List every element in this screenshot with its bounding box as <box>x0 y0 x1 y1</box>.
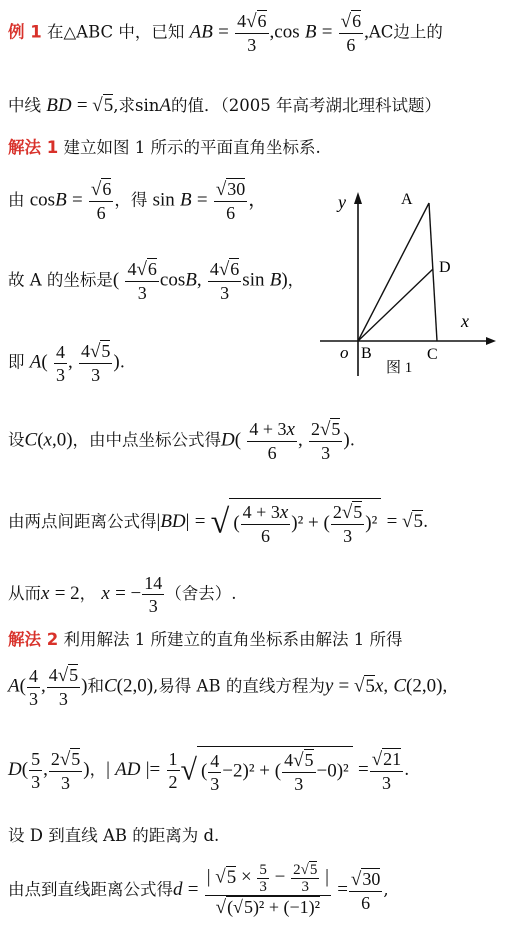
label-o: o <box>340 343 349 362</box>
m2-intro: 利用解法 1 所建立的直角坐标系由解法 1 所得 <box>58 630 403 649</box>
m2-intro-line <box>8 626 402 650</box>
m1-from: 从而 <box>8 584 41 603</box>
label-y: y <box>338 192 346 212</box>
m1-result-line: 从而x = 2， x = − $\frac{14}{3}$ （舍去）. <box>8 573 237 616</box>
ex1-text4: 的值．（2005 年高考湖北理科试题） <box>170 96 441 115</box>
segment-BA <box>358 203 429 341</box>
m1-dist-line: 由两点间距离公式得|BD| = √ ( $\frac{4 + 3x}{6}$ )² + ( $\frac{2√5}{3}$ )² = √5. <box>8 498 428 547</box>
m1-setC: 设 <box>8 430 25 450</box>
m1-setC-line: 设C(x,0)，由中点坐标公式得D( $\frac{4 + 3x}{6}$ , $\frac{2√5}{3}$ ). <box>8 419 355 463</box>
m1-ji: 即 <box>8 352 30 372</box>
m2-setd: 设 D 到直线 AB 的距离为 d. <box>8 826 220 845</box>
ex1-label: 例 1 <box>8 22 42 42</box>
ex1-text1: 在△ABC 中，已知 <box>41 22 190 42</box>
label-C: C <box>427 346 438 363</box>
m1-intro-line <box>8 134 321 158</box>
m1-label: 解法 1 <box>8 138 59 157</box>
m1-coordA-pre: 故 A 的坐标是 <box>8 270 113 290</box>
m1-A-line: 即 A( $\frac{4}{3}$ , $\frac{4√5}{3}$ ). <box>8 341 125 385</box>
ex1-line2: 中线 BD = √5,求sinA的值．（2005 年高考湖北理科试题） <box>8 95 441 116</box>
m2-AB-line: A( $\frac{4}{3}$ , $\frac{4√5}{3}$ )和C(2,0),易得 AB 的直线方程为y = √5x, C(2,0), <box>8 665 448 709</box>
label-A: A <box>401 191 413 208</box>
ex1-text2: 中线 <box>8 96 47 115</box>
label-D: D <box>439 259 451 276</box>
y-axis-arrow <box>354 192 362 204</box>
segment-BD <box>358 269 433 341</box>
m1-discard: （舍去）. <box>165 584 237 603</box>
figure-caption: 图 1 <box>386 360 413 376</box>
m2-AD-line: D( $\frac{5}{3}$ , $\frac{2√5}{3}$ )，| AD |= $\frac{1}{2}$ √ ( $\frac{4}{3}$ −2)² + ( $\frac{4√5}{3}$ −0)² = $\frac{√21}{3}$ . <box>8 746 409 795</box>
ex1-ac: AC边上的 <box>368 22 443 42</box>
m1-mid: ，由中点坐标公式得 <box>72 430 222 450</box>
label-x: x <box>461 311 469 331</box>
m2-and: 和 <box>87 676 104 696</box>
m1-cos-line: 由 cosB = $\frac{√6}{6}$ ，得 sin B = $\frac{√30}{6}$ ， <box>8 179 268 223</box>
m2-formula: 由点到直线距离公式得 <box>8 880 173 899</box>
figure-1 <box>318 180 518 380</box>
m1-sin-pre: ，得 <box>114 190 153 210</box>
ex1-line1: 例 1 在△ABC 中，已知 AB = $\frac{4√6}{3}$ ,cos B = $\frac{√6}{6}$ ,AC边上的 <box>8 11 443 55</box>
m2-formula-line: 由点到直线距离公式得d = | √5 × $\frac{5}{3}$ − $\frac{2√5}{3}$ | √(√5)² + (−1)² = $\frac{√30}{6}$ , <box>8 862 389 918</box>
m2-setd-line <box>8 822 219 846</box>
m2-ab-line: ,易得 AB 的直线方程为 <box>153 676 325 696</box>
label-B: B <box>361 345 372 362</box>
m1-cos-pre: 由 <box>8 190 30 210</box>
m1-coordA-line: 故 A 的坐标是( $\frac{4√6}{3}$ cosB, $\frac{4√6}{3}$ sin B)， <box>8 259 305 303</box>
ex1-text3: ,求sin <box>113 96 160 115</box>
x-axis-arrow <box>486 337 496 345</box>
m1-dist: 由两点间距离公式得 <box>8 512 157 531</box>
m2-label: 解法 2 <box>8 630 59 649</box>
m1-intro: 建立如图 1 所示的平面直角坐标系. <box>58 138 321 157</box>
